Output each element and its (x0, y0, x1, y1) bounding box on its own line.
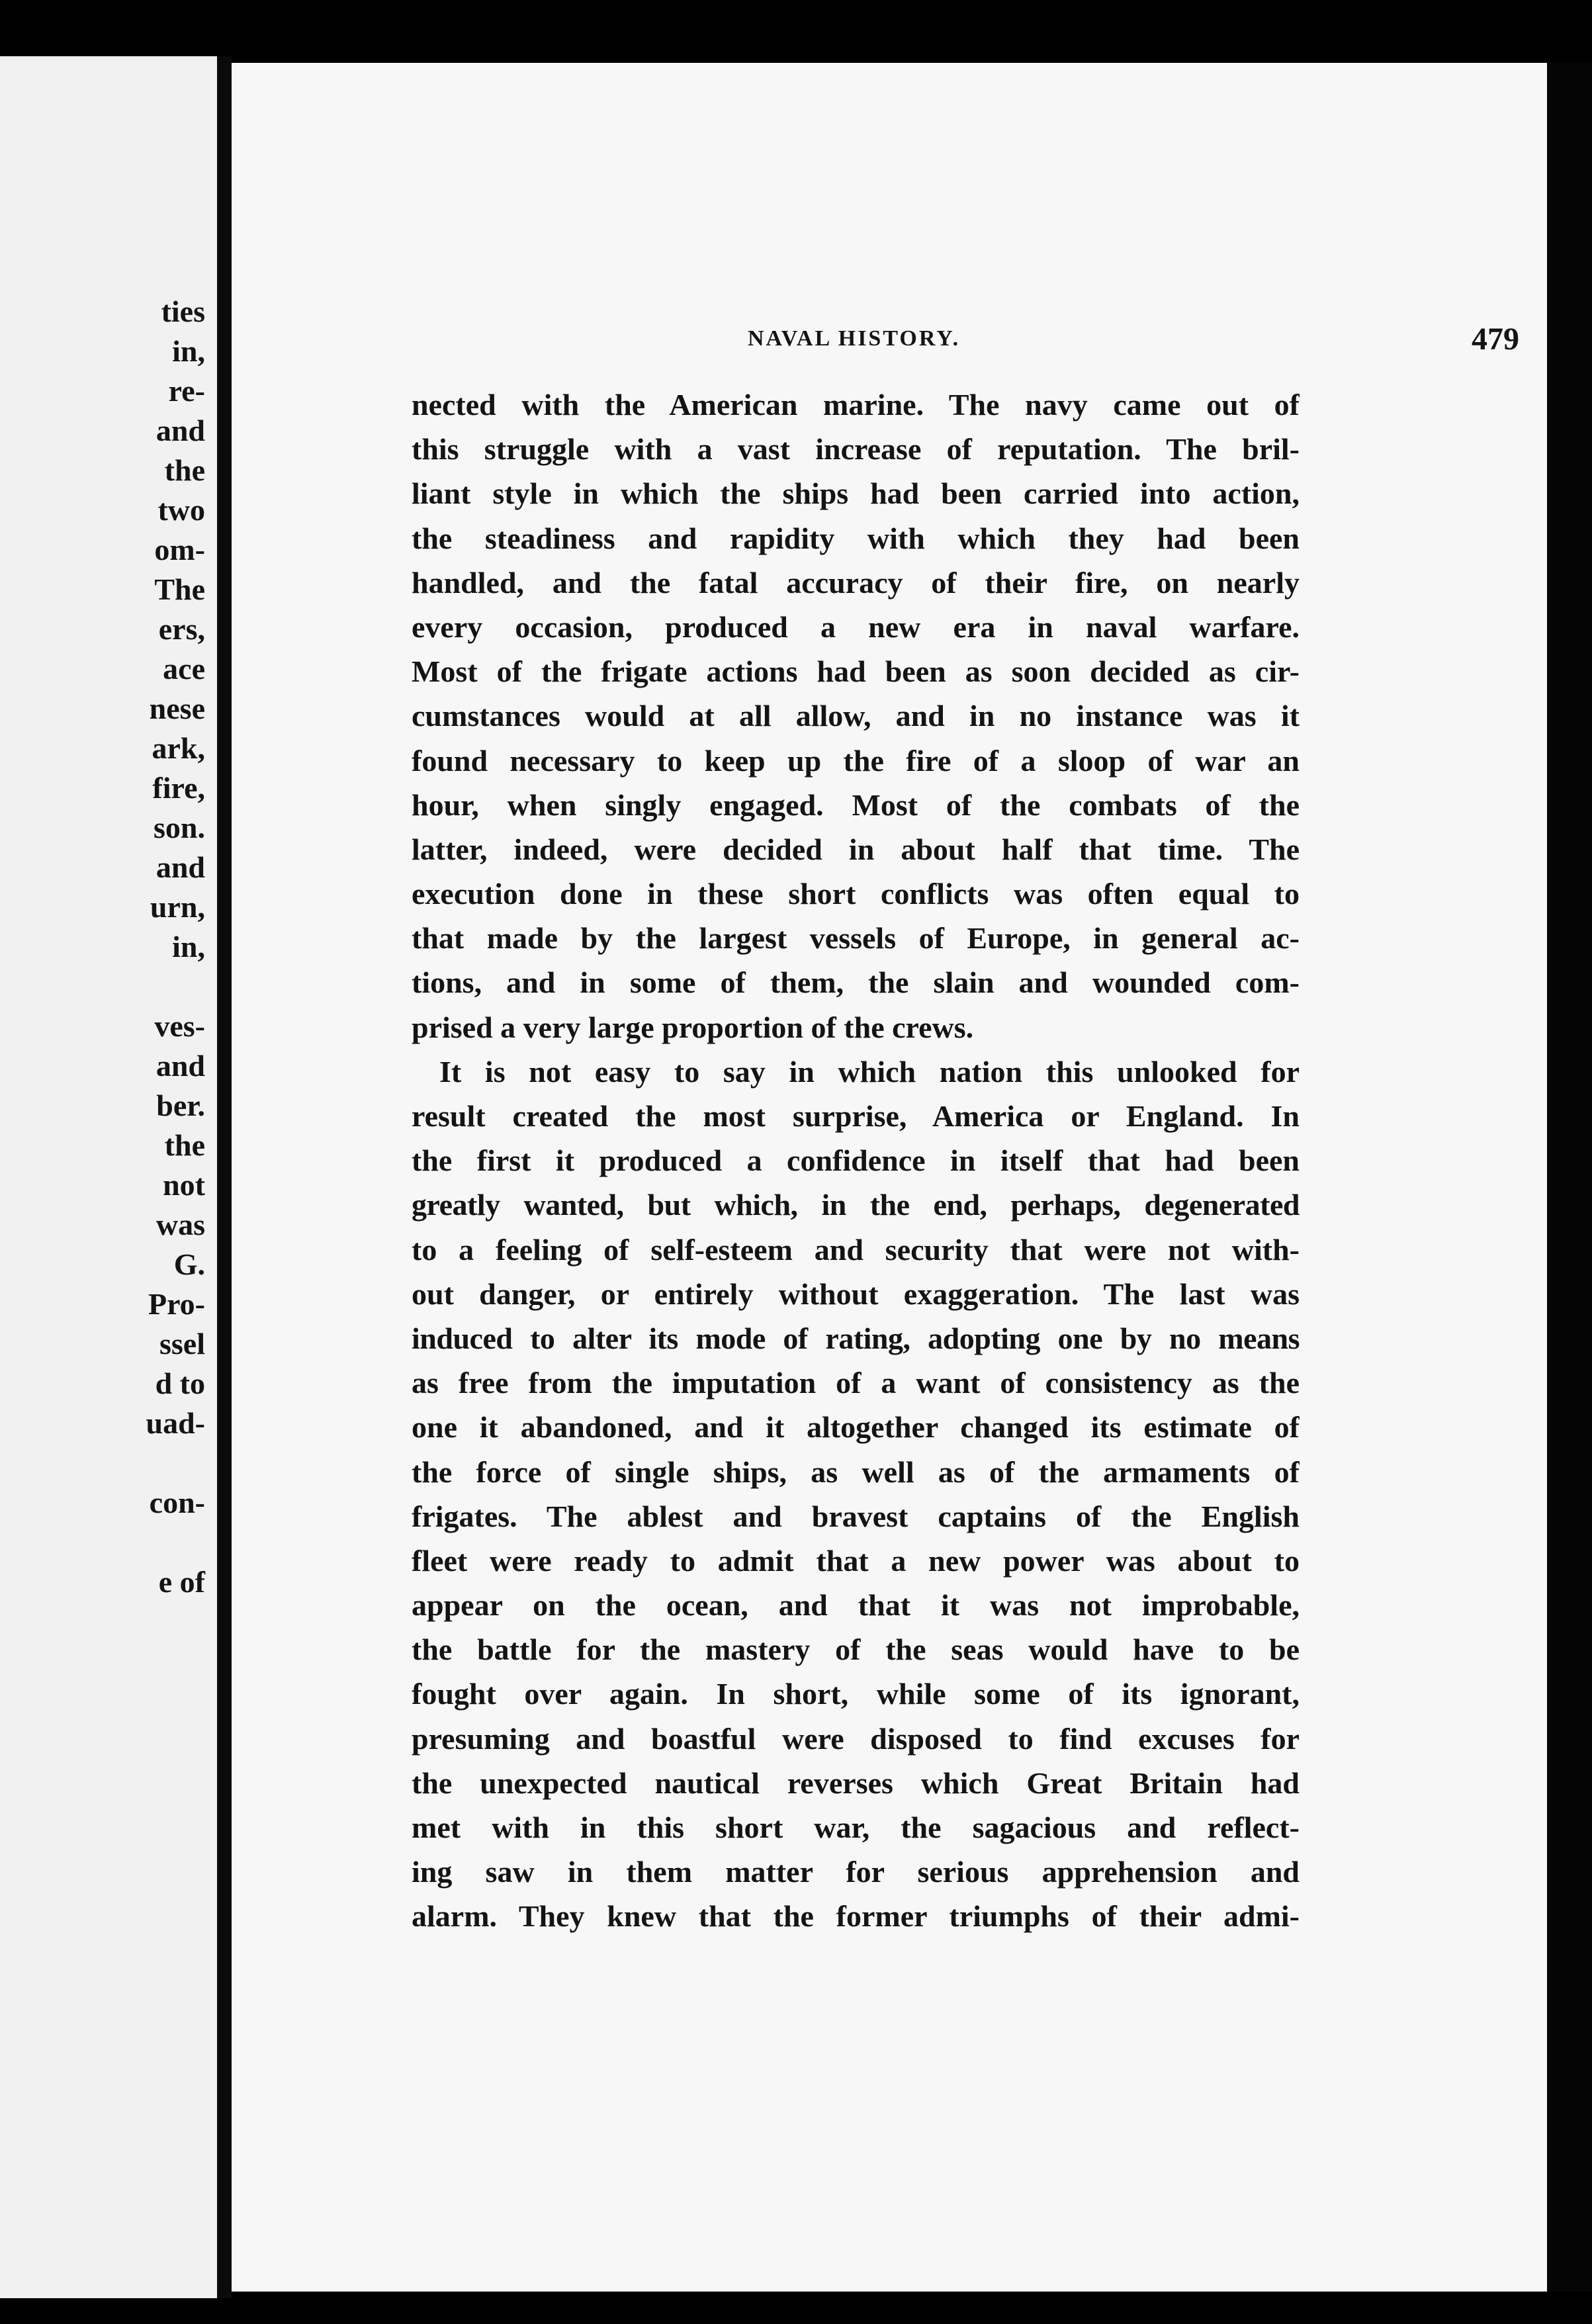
facing-page-fragment: uad- (146, 1406, 205, 1440)
facing-page-fragment: in, (172, 334, 205, 368)
text-line: result created the most surprise, America or England. In (412, 1099, 1300, 1133)
text-line: It is not easy to say in which nation this unlooked for (439, 1054, 1300, 1089)
text-line: liant style in which the ships had been carried into action, (412, 476, 1300, 511)
facing-page-fragment: ssel (159, 1327, 205, 1361)
facing-page-fragment: and (155, 414, 205, 447)
facing-page-fragment: The (154, 572, 205, 606)
text-line: cumstances would at all allow, and in no instance was it (412, 699, 1300, 733)
facing-page-fragment: the (164, 453, 205, 487)
page-gutter (217, 56, 232, 2298)
text-line: the force of single ships, as well as of the armaments of (412, 1454, 1300, 1489)
facing-page-fragment: om- (154, 533, 205, 566)
text-line: the first it produced a confidence in itself that had been (412, 1143, 1300, 1178)
facing-page-fragment: ace (163, 652, 205, 686)
text-line: Most of the frigate actions had been as soon decided as cir- (412, 654, 1300, 689)
facing-page-fragment: G. (173, 1247, 205, 1281)
text-line: nected with the American marine. The navy came out of (412, 388, 1300, 422)
facing-page-fragment: e of (158, 1565, 205, 1599)
facing-page-fragment: nese (149, 692, 205, 725)
text-line: presuming and boastful were disposed to find excuses for (412, 1721, 1300, 1756)
text-line: out danger, or entirely without exaggeration. The last was (412, 1276, 1300, 1311)
text-line: the battle for the mastery of the seas would have to be (412, 1632, 1300, 1667)
text-line: one it abandoned, and it altogether changed its estimate of (412, 1410, 1300, 1445)
facing-page-fragment: in, (172, 930, 205, 963)
text-line: met with in this short war, the sagacious and reflect- (412, 1810, 1300, 1844)
text-line: this struggle with a vast increase of reputation. The bril- (412, 432, 1300, 467)
facing-page-fragment: Pro- (148, 1287, 205, 1321)
text-line: found necessary to keep up the fire of a sloop of war an (412, 743, 1300, 778)
facing-page-fragment: ber. (156, 1089, 205, 1122)
text-line: appear on the ocean, and that it was not improbable, (412, 1588, 1300, 1623)
facing-page (0, 56, 217, 2298)
text-line: handled, and the fatal accuracy of their fire, on nearly (412, 565, 1300, 600)
body-text (412, 382, 1300, 1939)
running-head (748, 322, 1547, 366)
text-line: fought over again. In short, while some of its ignorant, (412, 1677, 1300, 1711)
facing-page-fragment: ties (161, 294, 205, 328)
running-title: NAVAL HISTORY. (748, 326, 961, 351)
text-line: execution done in these short conflicts was often equal to (412, 877, 1300, 911)
facing-page-fragment: con- (149, 1486, 205, 1519)
text-line: that made by the largest vessels of Europe, in general ac- (412, 921, 1300, 956)
text-line: prised a very large proportion of the crews. (412, 1010, 974, 1044)
facing-page-fragment: ers, (158, 612, 205, 646)
page-number: 479 (1472, 322, 1519, 357)
text-line: ing saw in them matter for serious apprehension and (412, 1855, 1300, 1889)
facing-page-fragment: the (164, 1128, 205, 1162)
facing-page-fragment: was (155, 1208, 205, 1241)
facing-page-fragment: and (155, 1049, 205, 1083)
page-edge (1547, 63, 1592, 2292)
text-line: every occasion, produced a new era in naval warfare. (412, 609, 1300, 644)
text-line: hour, when singly engaged. Most of the combats of the (412, 787, 1300, 822)
facing-page-fragment: ves- (154, 1009, 205, 1043)
text-line: alarm. They knew that the former triumphs of their admi- (412, 1899, 1300, 1934)
book-page (232, 63, 1547, 2292)
text-line: as free from the imputation of a want of consistency as the (412, 1366, 1300, 1400)
text-line: frigates. The ablest and bravest captains of the English (412, 1499, 1300, 1533)
text-line: induced to alter its mode of rating, adopting one by no means (412, 1321, 1300, 1355)
facing-page-fragment: urn, (150, 890, 205, 924)
text-line: to a feeling of self-esteem and security that were not with- (412, 1232, 1300, 1267)
facing-page-fragment: two (157, 493, 205, 527)
text-line: greatly wanted, but which, in the end, perhaps, degenerated (412, 1188, 1300, 1222)
facing-page-fragment: d to (155, 1366, 205, 1400)
facing-page-fragment: ark, (152, 731, 205, 765)
text-line: the unexpected nautical reverses which Great Britain had (412, 1765, 1300, 1800)
facing-page-fragment: son. (154, 811, 205, 844)
facing-page-fragment: and (155, 850, 205, 884)
text-line: latter, indeed, were decided in about half that time. The (412, 832, 1300, 866)
facing-page-fragment: re- (168, 374, 205, 408)
facing-page-fragment: fire, (152, 771, 205, 805)
text-line: the steadiness and rapidity with which they had been (412, 521, 1300, 555)
text-line: fleet were ready to admit that a new power was about to (412, 1543, 1300, 1578)
facing-page-fragment: not (163, 1168, 205, 1202)
text-line: tions, and in some of them, the slain and wounded com- (412, 965, 1300, 1000)
